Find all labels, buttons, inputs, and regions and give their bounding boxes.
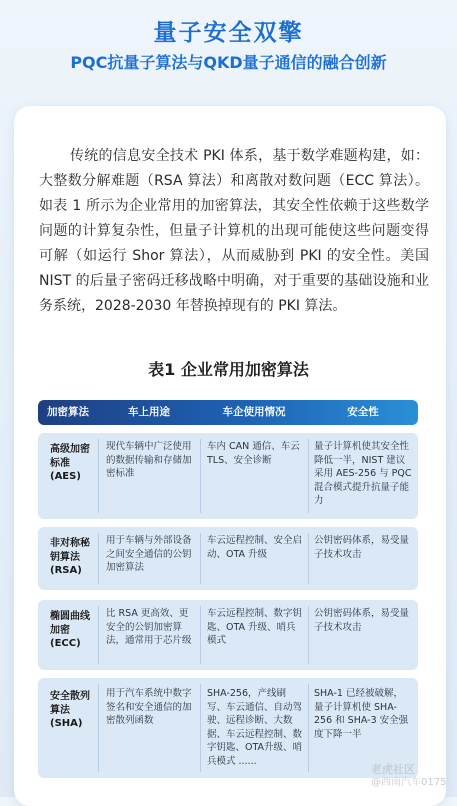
usage-cell: 现代车辆中广泛使用的数据传输和存储加密标准 bbox=[106, 441, 192, 479]
column-divider bbox=[200, 684, 201, 772]
table-row bbox=[38, 527, 418, 590]
column-divider bbox=[308, 684, 309, 772]
watermark-community: 老虎社区 bbox=[371, 763, 415, 776]
status-cell: SHA-256，产线刷写、车云通信、自动驾驶、远程诊断、大数据、车云远程控制、数字钥匙、OTA升级、哨兵模式 ...... bbox=[207, 688, 303, 767]
status-cell: 车内 CAN 通信、车云 TLS、安全诊断 bbox=[207, 441, 300, 466]
column-divider bbox=[200, 533, 201, 584]
algorithm-name: 安全散列算法(SHA) bbox=[50, 691, 90, 729]
column-divider bbox=[98, 439, 99, 513]
column-divider bbox=[200, 439, 201, 513]
table-row bbox=[38, 678, 418, 778]
header-algorithm: 加密算法 bbox=[47, 406, 89, 418]
usage-cell: 用于车辆与外部设备之间安全通信的公钥加密算法 bbox=[106, 535, 192, 573]
security-cell: 量子计算机使其安全性降低一半，NIST 建议采用 AES-256 与 PQC 混合模式提升抗量子能力 bbox=[314, 441, 412, 506]
column-divider bbox=[308, 533, 309, 584]
usage-cell: 比 RSA 更高效、更安全的公钥加密算法，通常用于芯片级 bbox=[106, 608, 192, 646]
column-divider bbox=[98, 684, 99, 772]
table-row bbox=[38, 433, 418, 519]
security-cell: 公钥密码体系，易受量子技术攻击 bbox=[314, 535, 410, 560]
table-header bbox=[38, 400, 418, 425]
watermark-handle: @西南汽车0175 bbox=[371, 777, 447, 788]
status-cell: 车云远程控制、安全启动、OTA 升级 bbox=[207, 535, 303, 560]
status-cell: 车云远程控制、数字钥匙、OTA 升级、哨兵模式 bbox=[207, 608, 303, 646]
security-cell: 公钥密码体系，易受量子技术攻击 bbox=[314, 608, 410, 633]
algorithm-name: 椭圆曲线加密(ECC) bbox=[50, 611, 90, 649]
column-divider bbox=[308, 606, 309, 664]
column-divider bbox=[98, 606, 99, 664]
algorithm-name: 非对称秘钥算法(RSA) bbox=[50, 538, 90, 576]
table-row bbox=[38, 600, 418, 670]
usage-cell: 用于汽车系统中数字签名和安全通信的加密散列函数 bbox=[106, 688, 192, 726]
header-vehicle-usage: 车上用途 bbox=[128, 406, 170, 418]
page-header bbox=[0, 0, 457, 105]
page-subtitle: PQC抗量子算法与QKD量子通信的融合创新 bbox=[70, 53, 387, 72]
table-title: 表1 企业常用加密算法 bbox=[148, 360, 309, 379]
page-title: 量子安全双擎 bbox=[153, 20, 304, 46]
intro-paragraph: 传统的信息安全技术 PKI 体系，基于数学难题构建，如：大整数分解难题（RSA 算法）和离散对数问题（ECC 算法）。如表 1 所示为企业常用的加密算法，其安全性依赖于这些数学问题的计算复杂性，但量子计算机的出现可能使这些问题变得可解（如运行 Shor 算法），从而威胁到 PKI 的安全性。美国 NIST 的后量子密码迁移战略中明确，对于重要的基础设施和业务系统，2028-2030 年替换掉现有的 PKI 算法。 bbox=[39, 148, 429, 314]
column-divider bbox=[98, 533, 99, 584]
header-oem-status: 车企使用情况 bbox=[222, 406, 286, 418]
watermark bbox=[371, 763, 457, 789]
algorithm-name: 高级加密标准(AES) bbox=[50, 444, 90, 482]
header-security: 安全性 bbox=[347, 406, 379, 418]
column-divider bbox=[308, 439, 309, 513]
column-divider bbox=[200, 606, 201, 664]
security-cell: SHA-1 已经被破解，量子计算机使 SHA-256 和 SHA-3 安全强度下降一半 bbox=[314, 688, 409, 740]
